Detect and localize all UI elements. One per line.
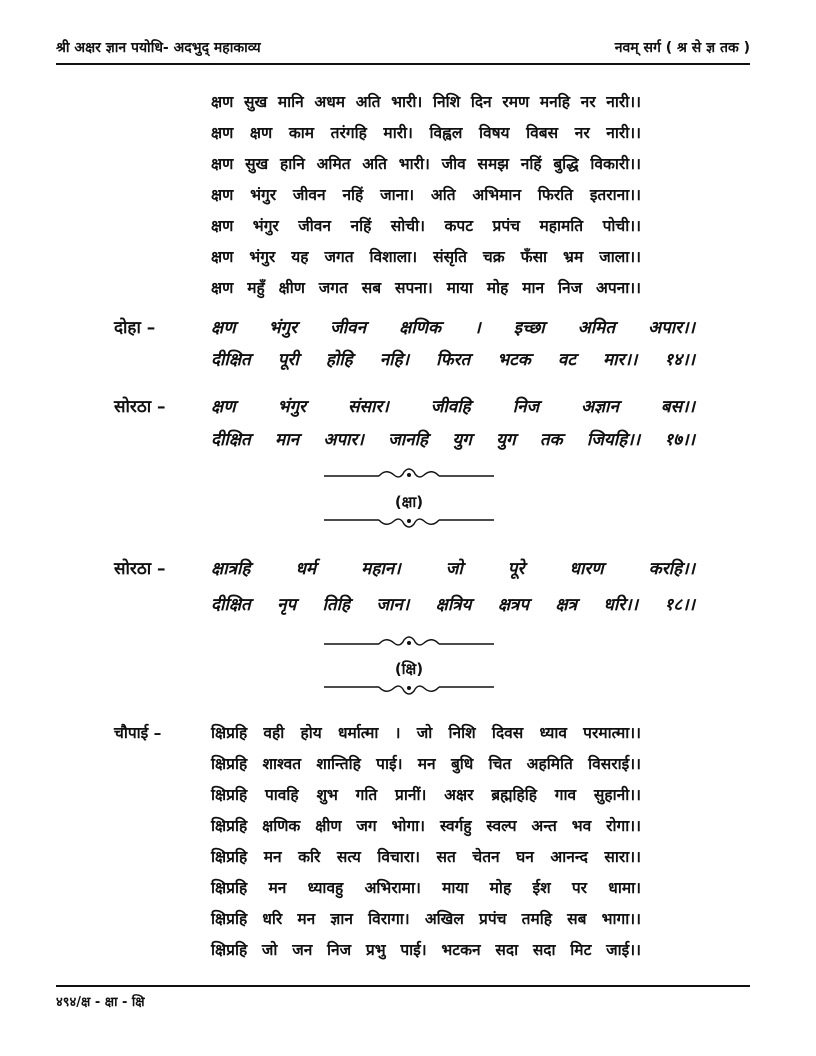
chaupai2-line-6: क्षिप्रहि मन ध्यावहु अभिरामा। माया मोह ईश पर धामा। bbox=[211, 879, 641, 897]
chaupai2-line-1: क्षिप्रहि वही होय धर्मात्मा । जो निशि दिवस ध्याव परमात्मा।। bbox=[211, 724, 641, 742]
soratha1-line-1: क्षण भंगुर संसार। जीवहि निज अज्ञान बस।। bbox=[211, 397, 695, 417]
soratha2-label: सोरठा – bbox=[114, 559, 166, 579]
chaupai2-line-5: क्षिप्रहि मन करि सत्य विचारा। सत चेतन घन आनन्द सारा।। bbox=[211, 848, 641, 866]
soratha2-line-1: क्षात्रहि धर्म महान। जो पूरे धारण करहि।। bbox=[211, 559, 695, 579]
doha-line-2: दीक्षित पूरी होहि नहि। फिरत भटक वट मार।। १४।। bbox=[211, 350, 695, 370]
chaupai2-label: चौपाई – bbox=[114, 724, 162, 742]
chaupai1-line-2: क्षण क्षण काम तरंगहि मारी। विह्वल विषय विबस नर नारी।। bbox=[211, 124, 641, 142]
chaupai2-line-3: क्षिप्रहि पावहि शुभ गति प्रानीं। अक्षर ब्रह्महिहि गाव सुहानी।। bbox=[211, 786, 641, 804]
divider-ornament-top bbox=[324, 634, 494, 650]
section-heading-kshi: (क्षि) bbox=[394, 660, 424, 678]
chaupai2-line-2: क्षिप्रहि शाश्वत शान्तिहि पाई। मन बुधि चित अहमिति विसराई।। bbox=[211, 755, 641, 773]
header-chapter-title: नवम् सर्ग ( श्र से ज्ञ तक ) bbox=[614, 40, 750, 56]
chaupai2-line-7: क्षिप्रहि धरि मन ज्ञान विरागा। अखिल प्रपंच तमहि सब भागा।। bbox=[211, 910, 641, 928]
chaupai1-line-4: क्षण भंगुर जीवन नहिं जाना। अति अभिमान फिरति इतराना।। bbox=[211, 186, 641, 204]
chaupai1-line-6: क्षण भंगुर यह जगत विशाला। संसृति चक्र फँसा भ्रम जाला।। bbox=[211, 248, 641, 266]
soratha1-line-2: दीक्षित मान अपार। जानहि युग युग तक जियहि।। १७।। bbox=[211, 430, 695, 450]
divider-ornament-top bbox=[324, 466, 494, 482]
header-rule bbox=[56, 63, 750, 65]
soratha1-label: सोरठा – bbox=[114, 397, 166, 417]
page-number-footer: ४९४/क्ष - क्षा - क्षि bbox=[56, 995, 145, 1010]
header-book-title: श्री अक्षर ज्ञान पयोधि- अदभुद् महाकाव्य bbox=[56, 40, 261, 56]
page-header bbox=[56, 38, 750, 62]
chaupai1-line-5: क्षण भंगुर जीवन नहिं सोची। कपट प्रपंच महामति पोची।। bbox=[211, 217, 641, 235]
section-heading-ksha: (क्षा) bbox=[394, 493, 424, 511]
chaupai2-line-4: क्षिप्रहि क्षणिक क्षीण जग भोगा। स्वर्गहु स्वल्प अन्त भव रोगा।। bbox=[211, 817, 641, 835]
footer-rule bbox=[56, 985, 750, 987]
divider-ornament-bottom bbox=[324, 514, 494, 530]
doha-label: दोहा – bbox=[114, 318, 156, 338]
chaupai2-line-8: क्षिप्रहि जो जन निज प्रभु पाई। भटकन सदा सदा मिट जाई।। bbox=[211, 941, 641, 959]
chaupai1-line-3: क्षण सुख हानि अमित अति भारी। जीव समझ नहिं बुद्धि विकारी।। bbox=[211, 155, 641, 173]
doha-line-1: क्षण भंगुर जीवन क्षणिक । इच्छा अमित अपार।। bbox=[211, 318, 695, 338]
chaupai1-line-1: क्षण सुख मानि अधम अति भारी। निशि दिन रमण मनहि नर नारी।। bbox=[211, 93, 641, 111]
chaupai1-line-7: क्षण महुँ क्षीण जगत सब सपना। माया मोह मान निज अपना।। bbox=[211, 279, 641, 297]
soratha2-line-2: दीक्षित नृप तिहि जान। क्षत्रिय क्षत्रप क्षत्र धरि।। १८।। bbox=[211, 595, 695, 615]
divider-ornament-bottom bbox=[324, 681, 494, 697]
